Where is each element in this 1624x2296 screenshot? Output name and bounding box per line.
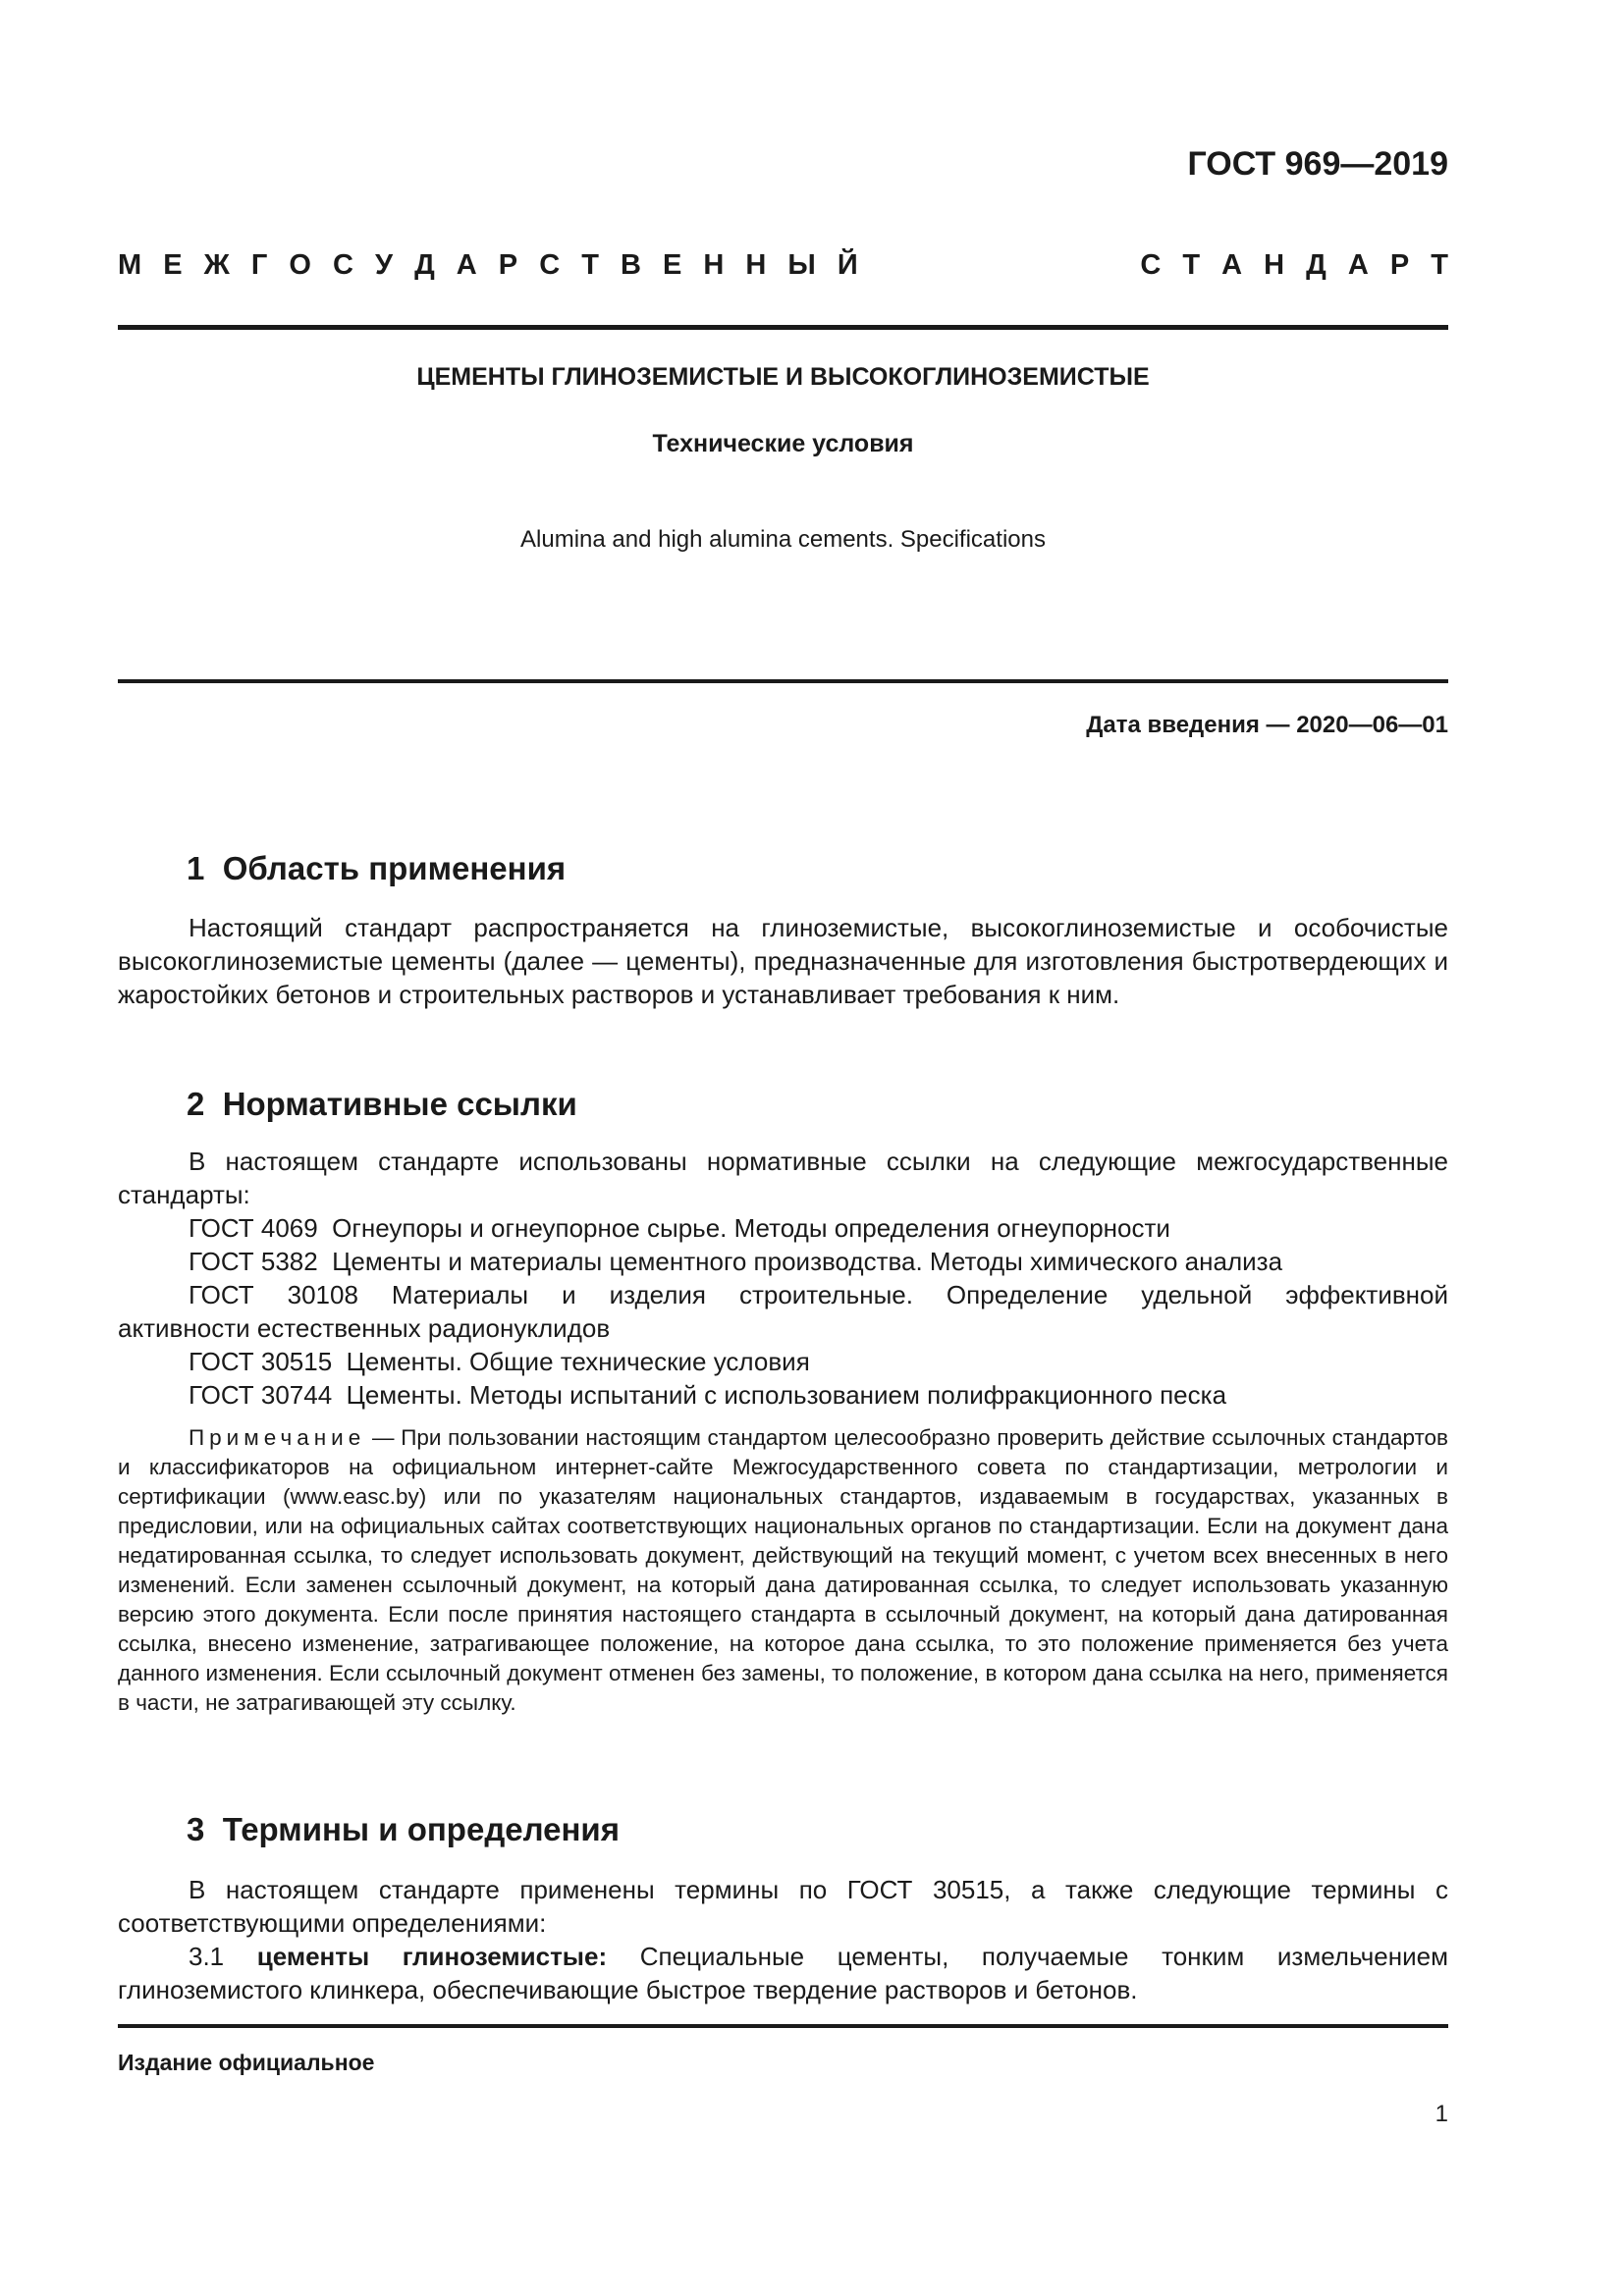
title-rule [118,679,1448,683]
note-text: — При пользовании настоящим стандартом целесообразно проверить действие ссылочных стандартов и классификаторов на официальном интернет-сайте Межгосударственного совета по стандартизации, метрологии и сертификации (www.easc.by) или по указателям национальных стандартов, издаваемым в государствах, указанных в предисловии, или на официальных сайтах соответствующих национальных органов по стандартизации. Если на документ дана недатированная ссылка, то следует использовать документ, действующий на текущий момент, с учетом всех внесенных в него изменений. Если заменен ссылочный документ, на который дана датированная ссылка, то следует использовать указанную версию этого документа. Если после принятия настоящего стандарта в ссылочный документ, на который дана датированная ссылка, внесено изменение, затрагивающее положение, на которое дана ссылка, то это положение применяется без учета данного изменения. Если ссылочный документ отменен без замены, то положение, в котором дана ссылка на него, применяется в части, не затрагивающей эту ссылку. [118,1425,1448,1715]
standard-banner [118,249,1448,282]
section-3-intro-text: В настоящем стандарте применены термины по ГОСТ 30515, а также следующие термины с соответствующими определениями: [118,1875,1448,1938]
document-id: ГОСТ 969—2019 [1187,145,1448,183]
section-2-intro-text: В настоящем стандарте использованы нормативные ссылки на следующие межгосударственные стандарты: [118,1147,1448,1209]
document-subtitle: Технические условия [652,430,914,457]
introduction-date: Дата введения — 2020—06—01 [1086,712,1448,738]
reference-note [118,1423,1448,1718]
section-2-intro [118,1145,1448,1211]
section-1-paragraph: Настоящий стандарт распространяется на глиноземистые, высокоглиноземистые и особочистые высокоглиноземистые цементы (далее — цементы), предназначенные для изготовления быстротвердеющих и жаростойких бетонов и строительных растворов и устанавливает требования к ним. [118,913,1448,1009]
reference-item-continuation: активности естественных радионуклидов [118,1313,611,1343]
page-number: 1 [1435,2101,1448,2127]
banner-right: С Т А Н Д А Р Т [1140,249,1448,281]
term-name: цементы глиноземистые: [256,1942,608,1971]
term-definition-text: Специальные цементы, получаемые тонким измельчением глиноземистого клинкера, обеспечивающие быстрое твердение растворов и бетонов. [118,1942,1448,2004]
section-2-heading: 2 Нормативные ссылки [187,1086,577,1122]
reference-item: ГОСТ 30744 Цементы. Методы испытаний с использованием полифракционного песка [189,1380,1227,1410]
top-rule [118,325,1448,330]
section-3-heading: 3 Термины и определения [187,1811,620,1847]
term-definition [118,1940,1448,2006]
official-edition-label: Издание официальное [118,2050,375,2075]
reference-item: ГОСТ 5382 Цементы и материалы цементного производства. Методы химического анализа [189,1247,1283,1276]
reference-list [118,1211,1448,1412]
reference-item: ГОСТ 30515 Цементы. Общие технические условия [189,1347,810,1376]
english-title: Alumina and high alumina cements. Specifications [520,526,1046,553]
reference-item: ГОСТ 4069 Огнеупоры и огнеупорное сырье. Методы определения огнеупорности [189,1213,1170,1243]
reference-item: ГОСТ 30108 Материалы и изделия строительные. Определение удельной эффективной [189,1280,1448,1309]
section-1-heading: 1 Область применения [187,850,567,886]
section-3-intro [118,1873,1448,1940]
banner-left: М Е Ж Г О С У Д А Р С Т В Е Н Н Ы Й [118,249,858,281]
note-label: Примечание [189,1425,366,1450]
document-title: ЦЕМЕНТЫ ГЛИНОЗЕМИСТЫЕ И ВЫСОКОГЛИНОЗЕМИСТЫЕ [416,363,1150,391]
footer-rule [118,2024,1448,2028]
section-1-text [118,911,1448,1011]
term-number: 3.1 [189,1942,225,1971]
